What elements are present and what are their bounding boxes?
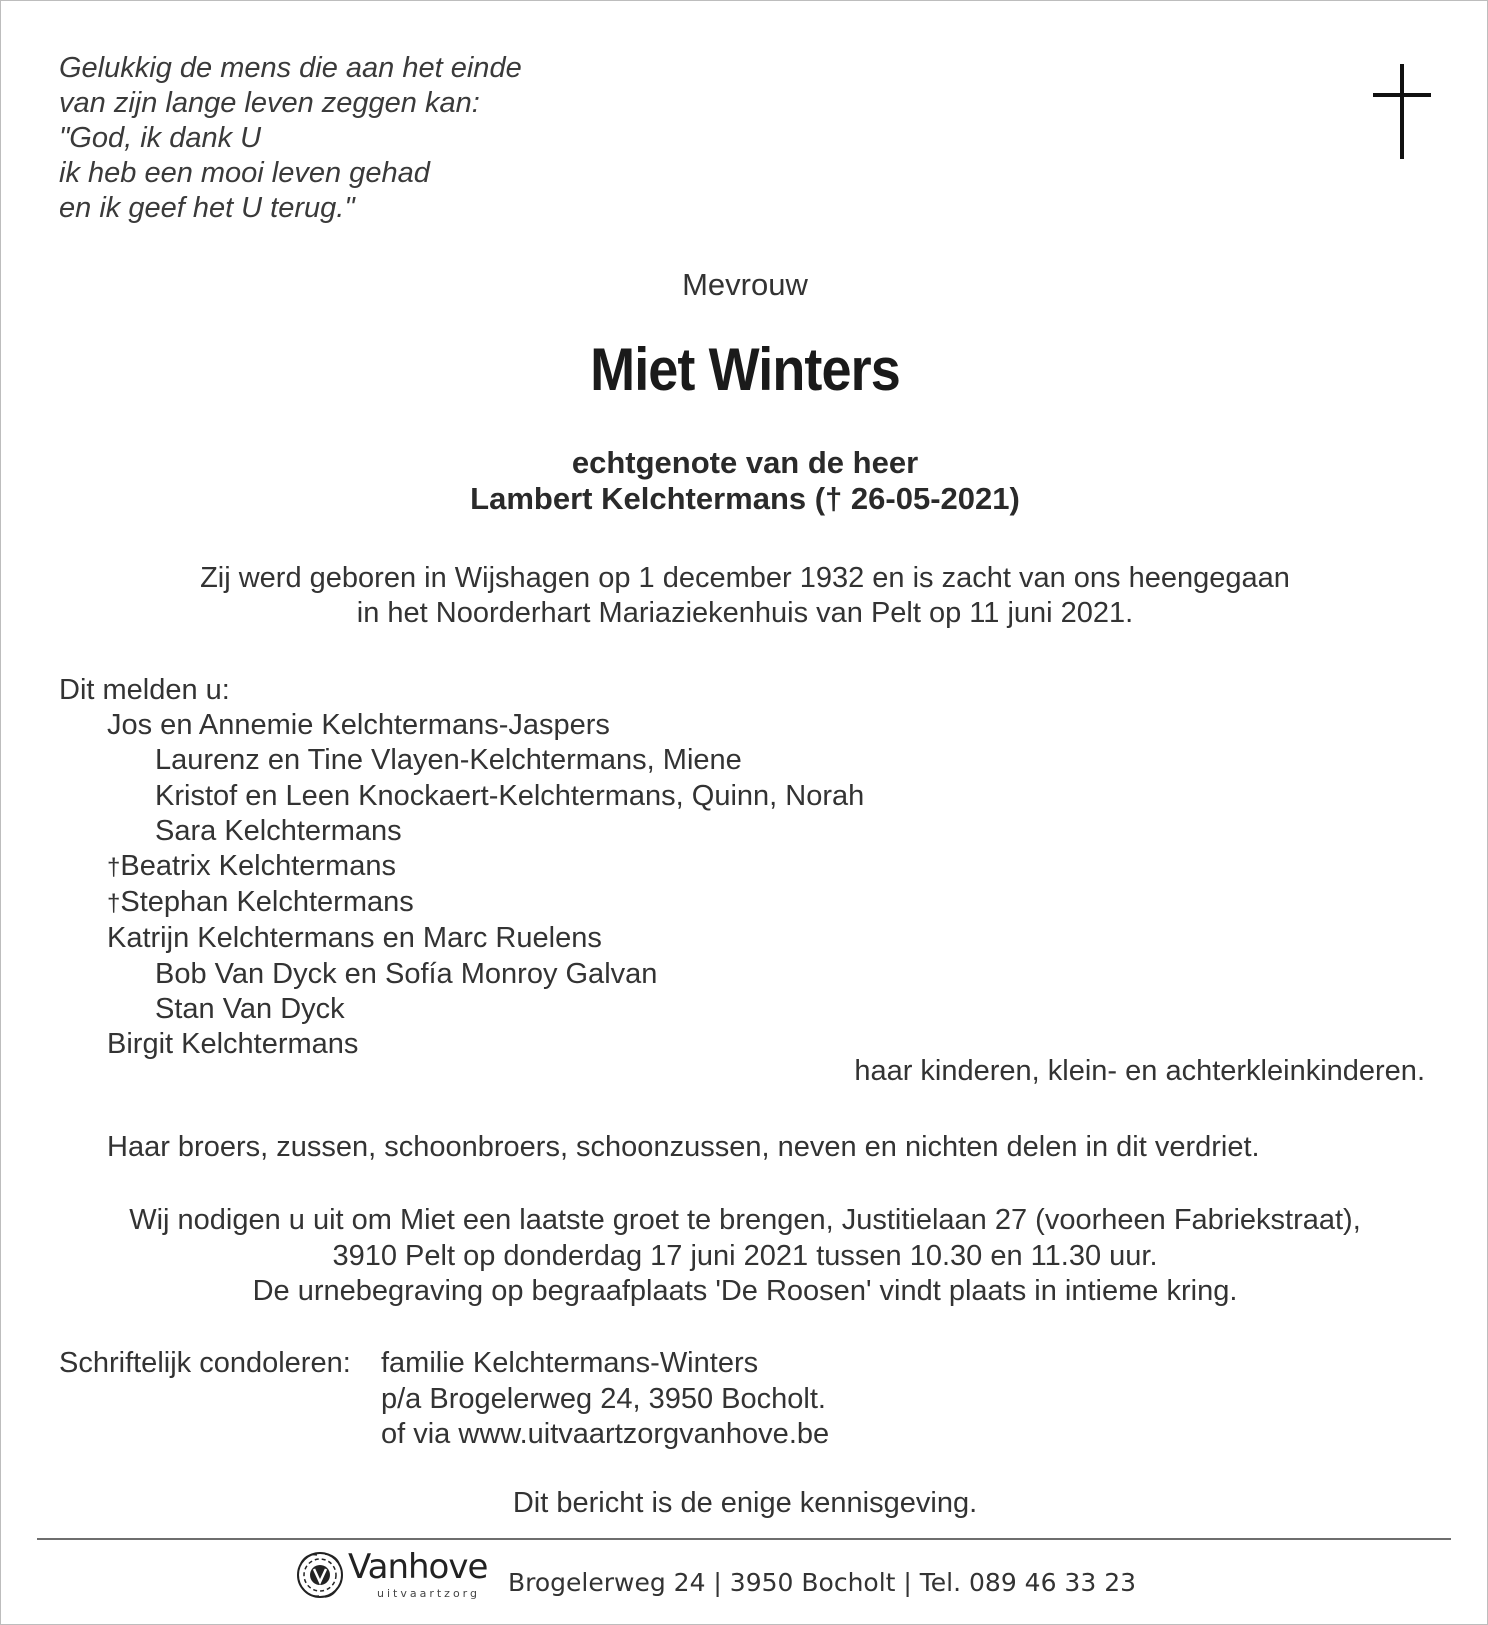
salutation: Mevrouw (682, 267, 808, 302)
family-summary: haar kinderen, klein- en achterkleinkinderen. (854, 1055, 1425, 1087)
invitation (1, 1203, 1488, 1310)
family-list (59, 673, 864, 1062)
brand-tagline: uitvaartzorg (377, 1587, 480, 1600)
family-member: Bob Van Dyck en Sofía Monroy Galvan (155, 957, 658, 990)
family-member: Laurenz en Tine Vlayen-Kelchtermans, Miene (155, 744, 742, 777)
invitation-line: De urnebegraving op begraafplaats 'De Roosen' vindt plaats in intieme kring. (252, 1275, 1238, 1307)
family-member-name: Beatrix Kelchtermans (120, 850, 396, 883)
family-member: Katrijn Kelchtermans en Marc Ruelens (107, 922, 602, 955)
birth-line-1: Zij werd geboren in Wijshagen op 1 december 1932 en is zacht van ons heengegaan (200, 562, 1290, 594)
family-member (59, 885, 864, 921)
condolence-line: familie Kelchtermans-Winters (381, 1347, 759, 1379)
poem-line: van zijn lange leven zeggen kan: (59, 87, 480, 119)
family-member: Kristof en Leen Knockaert-Kelchtermans, Quinn, Norah (155, 779, 865, 812)
condolence-label: Schriftelijk condoleren: (59, 1347, 351, 1379)
family-member: Sara Kelchtermans (155, 814, 402, 847)
birth-line-2: in het Noorderhart Mariaziekenhuis van Pelt op 11 juni 2021. (356, 597, 1134, 629)
condolence-info (59, 1346, 829, 1453)
spouse-line-2: Lambert Kelchtermans († 26-05-2021) (470, 481, 1020, 516)
family-member: Stan Van Dyck (155, 992, 345, 1025)
spouse-info (1, 445, 1488, 517)
notice-text: Dit bericht is de enige kennisgeving. (512, 1487, 978, 1519)
invitation-line: Wij nodigen u uit om Miet een laatste groet te brengen, Justitielaan 27 (voorheen Fabriekstraat), (129, 1204, 1361, 1236)
footer-divider (37, 1538, 1451, 1540)
condolence-line: p/a Brogelerweg 24, 3950 Bocholt. (381, 1382, 826, 1415)
sharing-text: Haar broers, zussen, schoonbroers, schoonzussen, neven en nichten delen in dit verdriet. (107, 1131, 1260, 1163)
vanhove-emblem-icon (295, 1549, 345, 1601)
cross-icon (1373, 64, 1431, 159)
family-member: Jos en Annemie Kelchtermans-Jaspers (107, 709, 610, 742)
poem (59, 51, 522, 226)
footer-contact: Brogelerweg 24 | 3950 Bocholt | Tel. 089 46 33 23 (508, 1568, 1137, 1597)
family-member-name: Stephan Kelchtermans (120, 886, 414, 919)
condolence-link[interactable]: of via www.uitvaartzorgvanhove.be (381, 1418, 830, 1450)
deceased-name: Miet Winters (590, 336, 900, 403)
deceased-cross-icon: † (107, 890, 121, 918)
poem-line: en ik geef het U terug." (59, 192, 355, 224)
poem-line: ik heb een mooi leven gehad (59, 157, 430, 189)
invitation-line: 3910 Pelt op donderdag 17 juni 2021 tussen 10.30 en 11.30 uur. (332, 1239, 1158, 1272)
family-member: Birgit Kelchtermans (107, 1028, 359, 1061)
vanhove-logo (295, 1547, 495, 1607)
poem-line: Gelukkig de mens die aan het einde (59, 52, 522, 84)
spouse-line-1: echtgenote van de heer (571, 445, 919, 480)
family-member (59, 849, 864, 885)
birth-death-info (1, 561, 1488, 631)
poem-line: "God, ik dank U (59, 122, 262, 154)
brand-name: Vanhove (348, 1547, 488, 1587)
deceased-cross-icon: † (107, 854, 121, 882)
family-intro: Dit melden u: (59, 674, 230, 706)
